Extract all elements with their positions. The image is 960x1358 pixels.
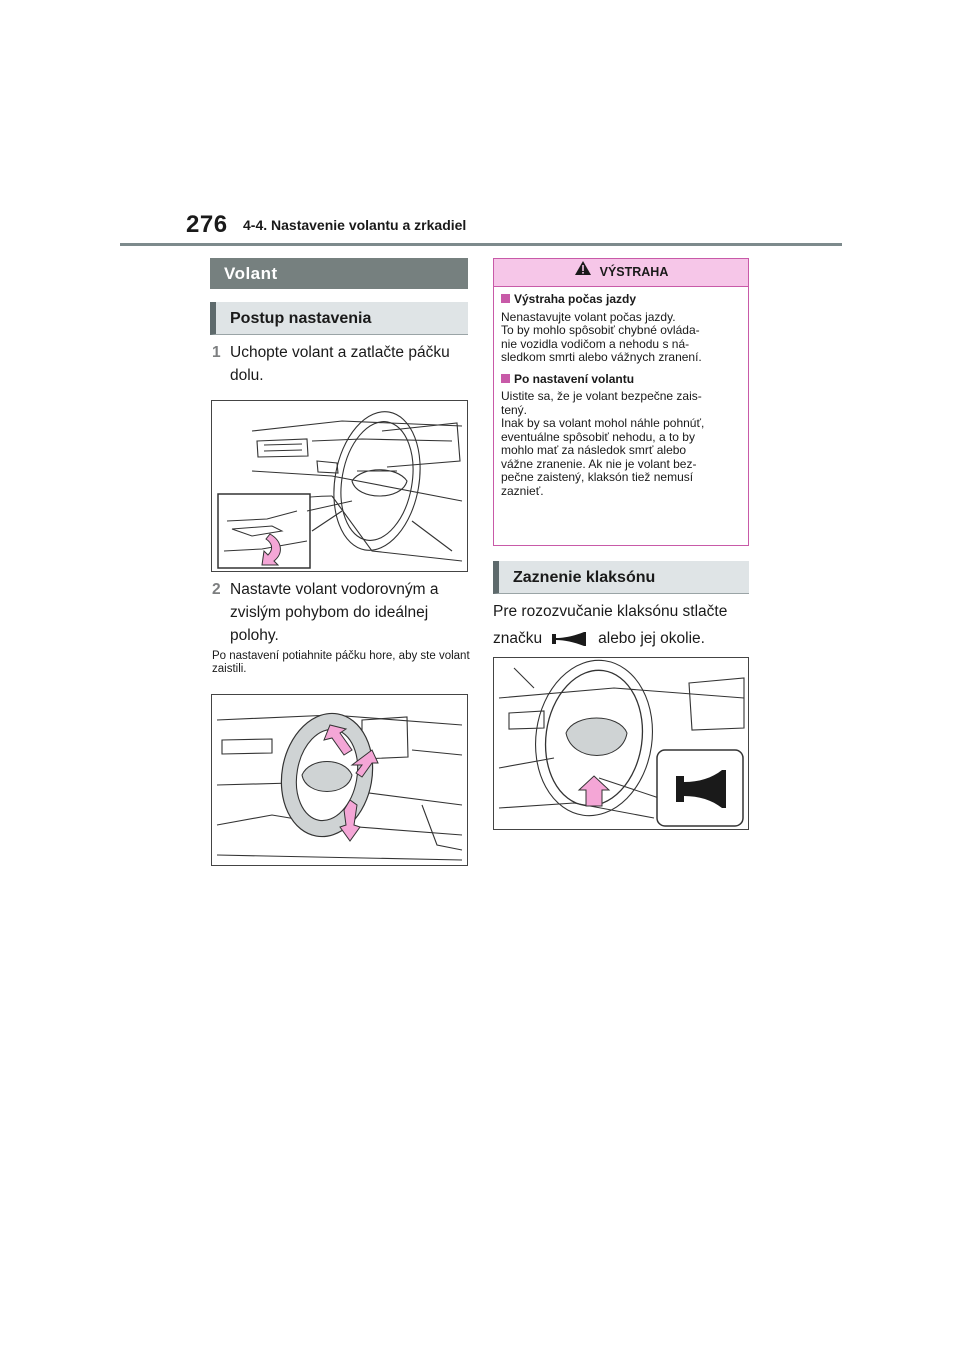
warning-header	[494, 259, 748, 287]
note-text: Po nastavení potiahnite páčku hore, aby ste volant zaistili.	[212, 650, 470, 675]
subsection-title-zaznenie: Zaznenie klaksónu	[493, 561, 749, 594]
step-2	[212, 578, 466, 647]
step-number: 1	[212, 344, 221, 361]
bullet-square-icon	[501, 374, 510, 383]
chapter-title: 4-4. Nastavenie volantu a zrkadiel	[243, 217, 467, 233]
step-1	[212, 341, 466, 387]
warning-item-text: Uistite sa, že je volant bezpečne zais- tený. Inak by sa volant mohol náhle pohnúť, eventuálne spôsobiť nehodu, a to by mohlo mať za následok smrť alebo vážne zranenie. Ak nie je volant bez- pečne zaistený, klaksón tiež nemusí zaznieť.	[501, 389, 705, 498]
section-title-volant: Volant	[210, 258, 468, 289]
figure-lever-down	[211, 400, 468, 572]
warning-item-text: Nenastavujte volant počas jazdy. To by mohlo spôsobiť chybné ovláda- nie vozidla vodičom a nehodu s ná- sledkom smrti alebo vážnych zranení.	[501, 309, 702, 364]
step-text: Uchopte volant a zatlačte páčku dolu.	[230, 344, 450, 384]
subsection-title-postup: Postup nastavenia	[210, 302, 468, 335]
header-rule	[120, 243, 842, 246]
warning-item-heading: Po nastavení volantu	[501, 373, 741, 387]
step-text: Nastavte volant vodorovným a zvislým pohybom do ideálnej polohy.	[230, 581, 439, 644]
warning-title: VÝSTRAHA	[599, 265, 669, 279]
warning-box	[493, 258, 749, 546]
warning-item-heading: Výstraha počas jazdy	[501, 293, 741, 307]
page-number: 276	[186, 211, 228, 238]
horn-icon	[548, 630, 592, 648]
bullet-square-icon	[501, 294, 510, 303]
figure-horn	[493, 657, 749, 830]
figure-adjust-directions	[211, 694, 468, 866]
step-number: 2	[212, 581, 221, 598]
horn-instruction: Pre rozozvučanie klaksónu stlačte značku alebo jej okolie.	[493, 603, 728, 647]
warning-triangle-icon	[574, 259, 592, 286]
